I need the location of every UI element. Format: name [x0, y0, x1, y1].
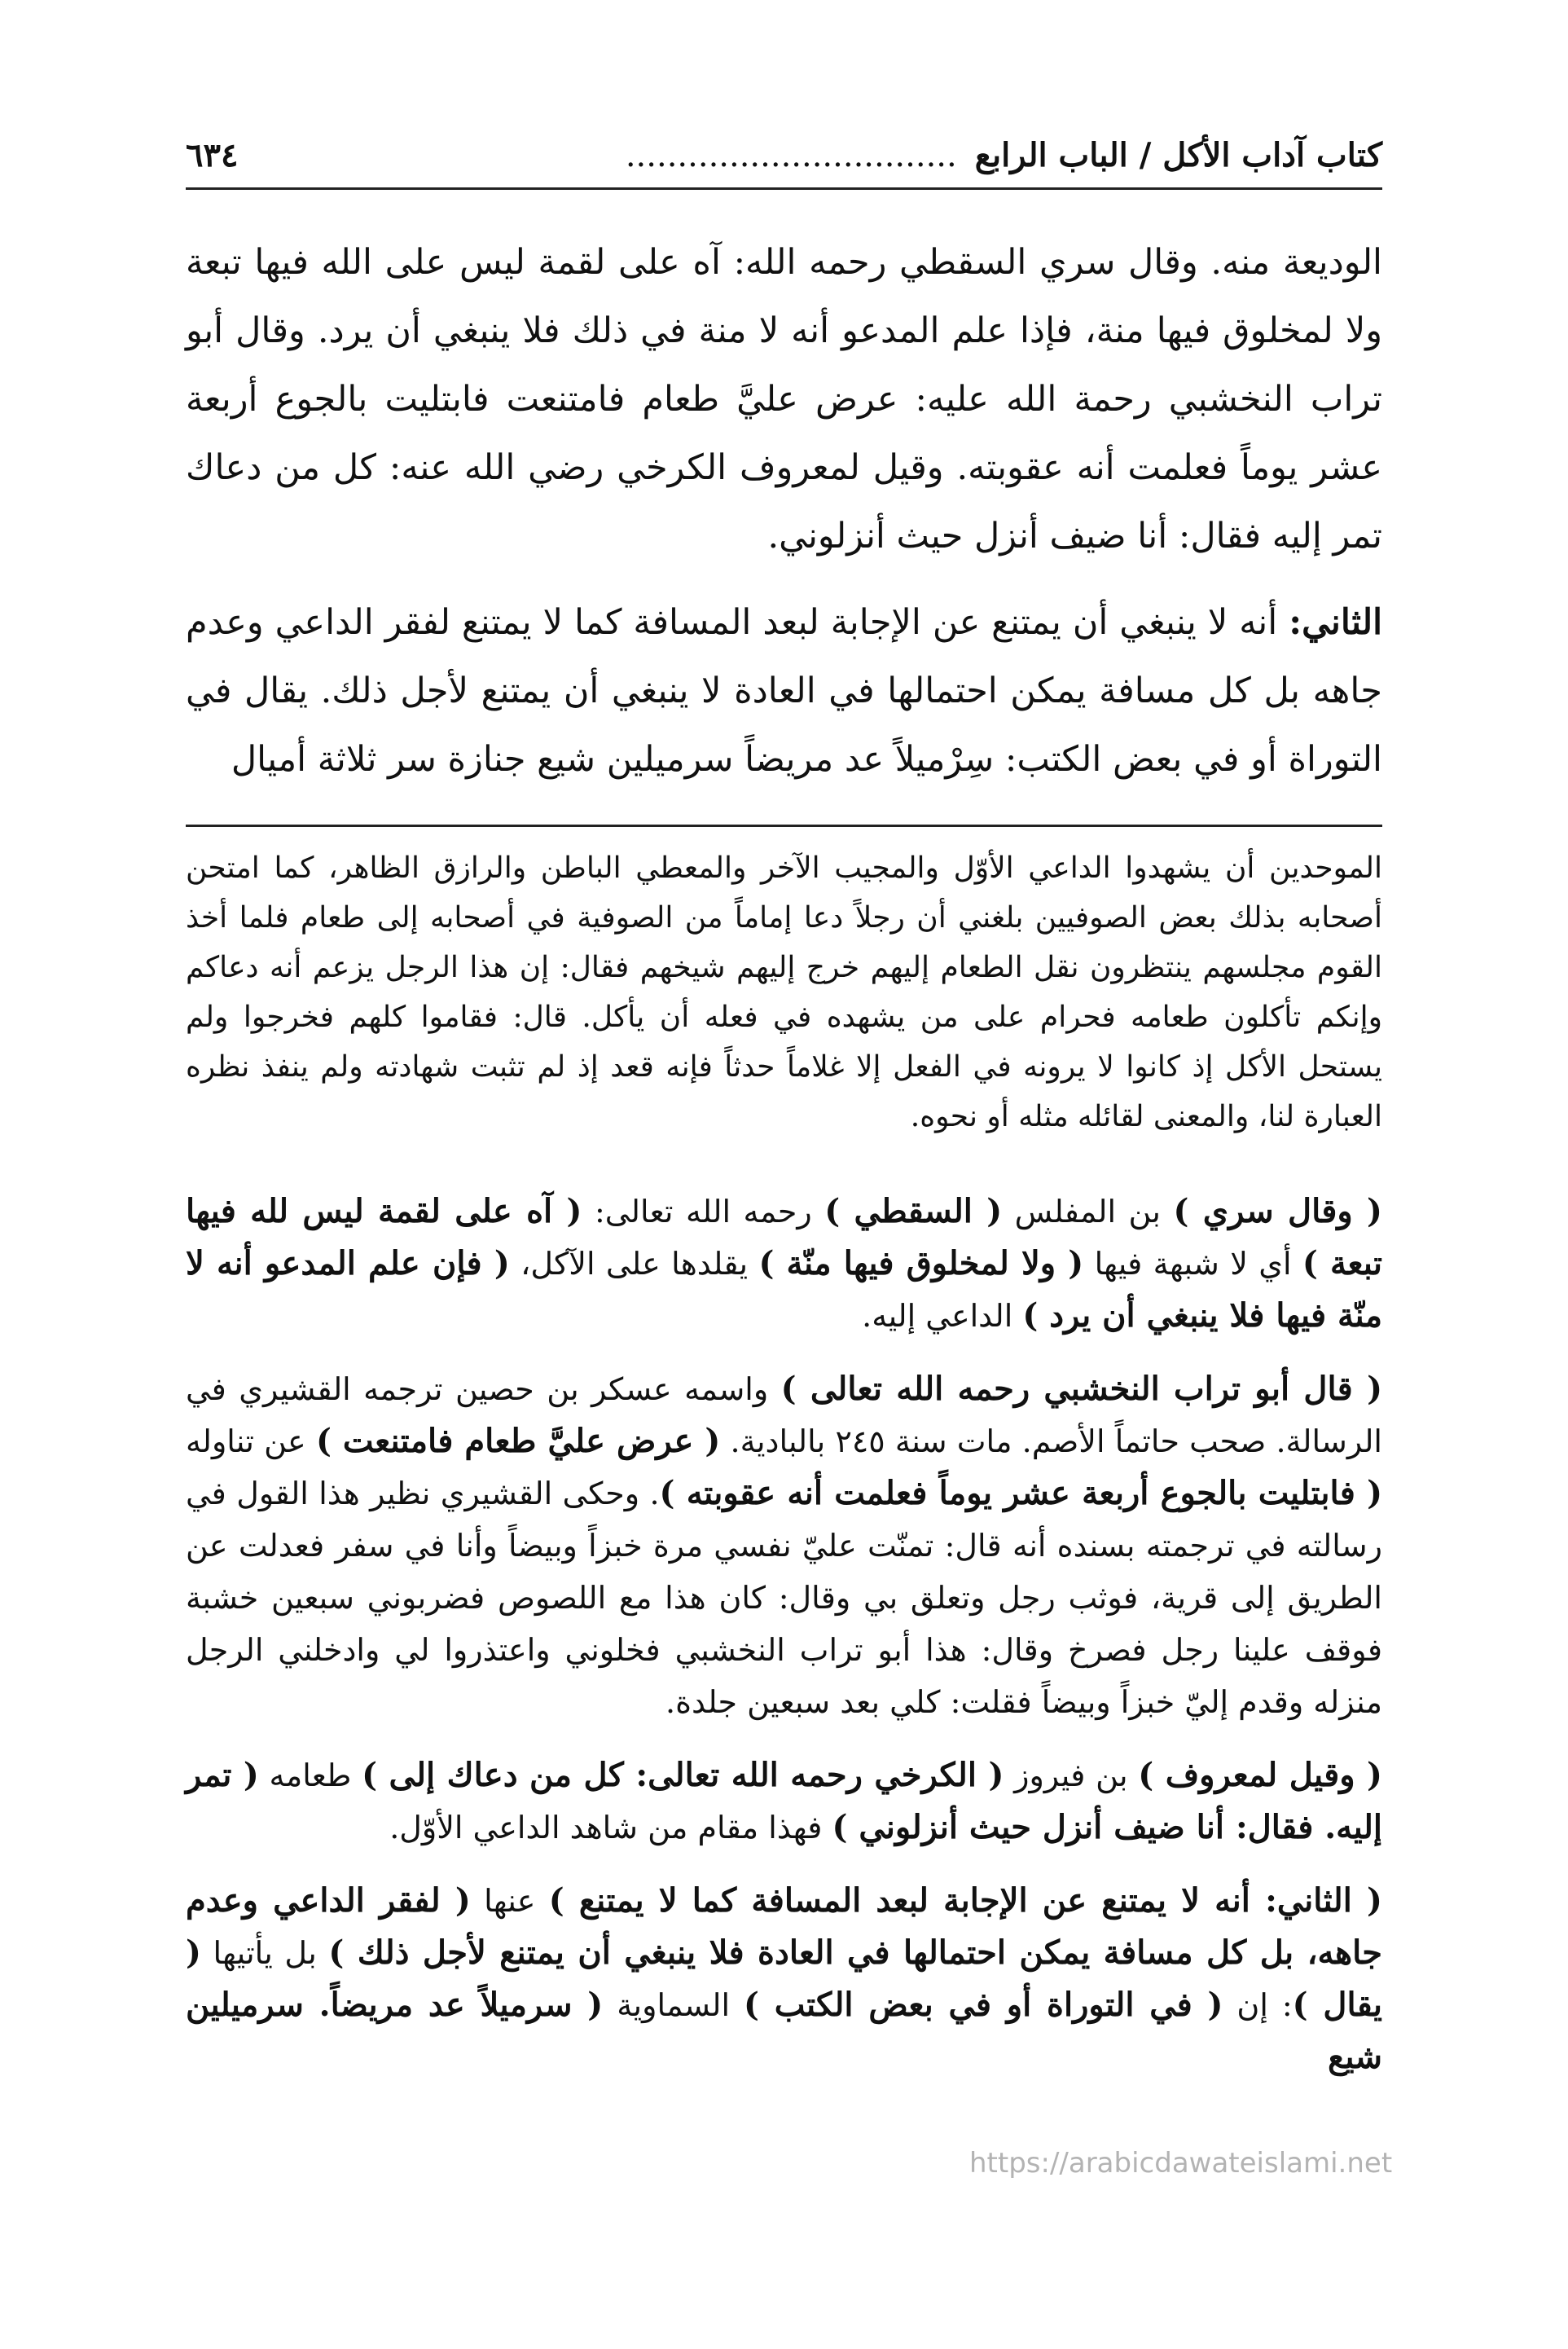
quoted-text: ( وقال سري ) [1173, 1192, 1382, 1230]
commentary-text: يقلدها على الآكل، [520, 1246, 749, 1282]
page-number: ٦٣٤ [186, 135, 239, 174]
leader-dots: ................................ [625, 136, 957, 174]
paragraph-lead: الثاني: [1289, 602, 1383, 643]
commentary-text: بن فيروز [1014, 1757, 1128, 1793]
footnote-divider [186, 825, 1382, 827]
commentary-text: فهذا مقام من شاهد الداعي الأوّل. [389, 1810, 823, 1845]
quoted-text: ( الكرخي رحمه الله تعالى: كل من دعاك إلى ) [362, 1756, 1004, 1794]
quoted-text: ( فإن علم المدعو أنه لا منّة فيها فلا ينبغي أن يرد ) [186, 1244, 1382, 1335]
commentary-paragraph-2 [186, 1363, 1382, 1728]
quoted-text: ( قال أبو تراب النخشبي رحمه الله تعالى ) [780, 1370, 1383, 1408]
commentary-text: أي لا شبهة فيها [1094, 1246, 1292, 1282]
commentary-text: رحمه الله تعالى: [594, 1194, 812, 1229]
commentary-text: عنها [484, 1883, 536, 1919]
footnote [186, 843, 1382, 1142]
commentary-text: . وحكى القشيري نظير هذا القول في رسالته في ترجمته بسنده أنه قال: تمنّت عليّ نفسي مرة خبزاً وبيضاً وأنا في سفر فعدلت عن الطريق إلى قرية، فوثب رجل وتعلق بي وقال: كان هذا مع اللصوص فضربوني سبعين خشبة فوقف علينا رجل فصرخ وقال: هذا أبو تراب النخشبي فخلوني واعتذروا لي وادخلني الرجل منزله وقدم إليّ خبزاً وبيضاً فقلت: كلي بعد سبعين جلدة. [186, 1476, 1382, 1720]
commentary-text: طعامه [269, 1757, 352, 1793]
quoted-text: ( وقيل لمعروف ) [1138, 1756, 1382, 1794]
main-paragraph-1: الوديعة منه. وقال سري السقطي رحمه الله: آه على لقمة ليس على الله فيها تبعة ولا لمخلوق فيها منة، فإذا علم المدعو أنه لا منة في ذلك فلا ينبغي أن يرد. وقال أبو تراب النخشبي رحمة الله عليه: عرض عليَّ طعام فامتنعت فابتليت بالجوع أربعة عشر يوماً فعلمت أنه عقوبته. وقيل لمعروف الكرخي رضي الله عنه: كل من دعاك تمر إليه فقال: أنا ضيف أنزل حيث أنزلوني. [186, 242, 1382, 556]
main-text [186, 228, 1382, 812]
quoted-text: ( سرميلاً عد مريضاً. سرميلين شيع [186, 1986, 1382, 2076]
quoted-text: ( السقطي ) [824, 1192, 1003, 1230]
quoted-text: ( لفقر الداعي وعدم جاهه، بل كل مسافة يمكن احتمالها في العادة فلا ينبغي أن يمتنع لأجل ذلك ) [186, 1881, 1382, 1972]
footnote-text: الموحدين أن يشهدوا الداعي الأوّل والمجيب الآخر والمعطي الباطن والرازق الظاهر، كما امتحن أصحابه بذلك بعض الصوفيين بلغني أن رجلاً دعا إماماً من الصوفية في أصحابه إلى طعام فلما أخذ القوم مجلسهم ينتظرون نقل الطعام إليهم خرج إليهم شيخهم فقال: إن هذا الرجل يزعم أنه دعاكم وإنكم تأكلون طعامه فحرام على من يشهده في فعله أن يأكل. قال: فقاموا كلهم فخرجوا ولم يستحل الأكل إذ كانوا لا يرونه في الفعل إلا غلاماً حدثاً فإنه قعد إذ لم تثبت شهادته ولم ينفذ نظره العبارة لنا، والمعنى لقائله مثله أو نحوه. [186, 851, 1382, 1133]
paragraph-body: أنه لا ينبغي أن يمتنع عن الإجابة لبعد المسافة كما لا يمتنع لفقر الداعي وعدم جاهه بل كل مسافة يمكن احتمالها في العادة لا ينبغي أن يمتنع لأجل ذلك. يقال في التوراة أو في بعض الكتب: سِرْميلاً عد مريضاً سرميلين شيع جنازة سر ثلاثة أميال [186, 602, 1382, 780]
commentary-paragraph-1 [186, 1185, 1382, 1342]
commentary-text: : إن [1236, 1987, 1293, 2023]
quoted-text: ( ولا لمخلوق فيها منّة ) [758, 1244, 1084, 1282]
watermark-url: https://arabicdawateislami.net [969, 2147, 1393, 2180]
quoted-text: ( يقال ) [186, 1933, 1382, 2024]
running-head [626, 136, 1382, 174]
commentary-paragraph-3 [186, 1749, 1382, 1854]
quoted-text: ( فابتليت بالجوع أربعة عشر يوماً فعلمت أنه عقوبته ) [659, 1474, 1382, 1512]
quoted-text: ( آه على لقمة ليس لله فيها تبعة ) [186, 1192, 1382, 1282]
commentary [186, 1185, 1382, 2105]
quoted-text: ( الثاني: أنه لا يمتنع عن الإجابة لبعد المسافة كما لا يمتنع ) [548, 1881, 1382, 1920]
commentary-text: واسمه عسكر بن حصين ترجمه القشيري في الرسالة. صحب حاتماً الأصم. مات سنة ٢٤٥ بالبادية. [186, 1371, 1382, 1459]
commentary-text: عن تناوله [186, 1423, 306, 1459]
quoted-text: ( عرض عليَّ طعام فامتنعت ) [315, 1422, 721, 1460]
commentary-paragraph-4 [186, 1875, 1382, 2083]
quoted-text: ( في التوراة أو في بعض الكتب ) [744, 1986, 1223, 2024]
commentary-text: بن المفلس [1014, 1194, 1162, 1229]
commentary-text: الداعي إليه. [862, 1298, 1013, 1334]
quoted-text: ( تمر إليه. فقال: أنا ضيف أنزل حيث أنزلوني ) [186, 1756, 1382, 1846]
running-head-title: كتاب آداب الأكل / الباب الرابع [974, 135, 1382, 174]
page-header [186, 122, 1382, 190]
main-paragraph-2 [186, 588, 1382, 794]
commentary-text: بل يأتيها [213, 1935, 317, 1971]
commentary-text: السماوية [617, 1987, 731, 2023]
